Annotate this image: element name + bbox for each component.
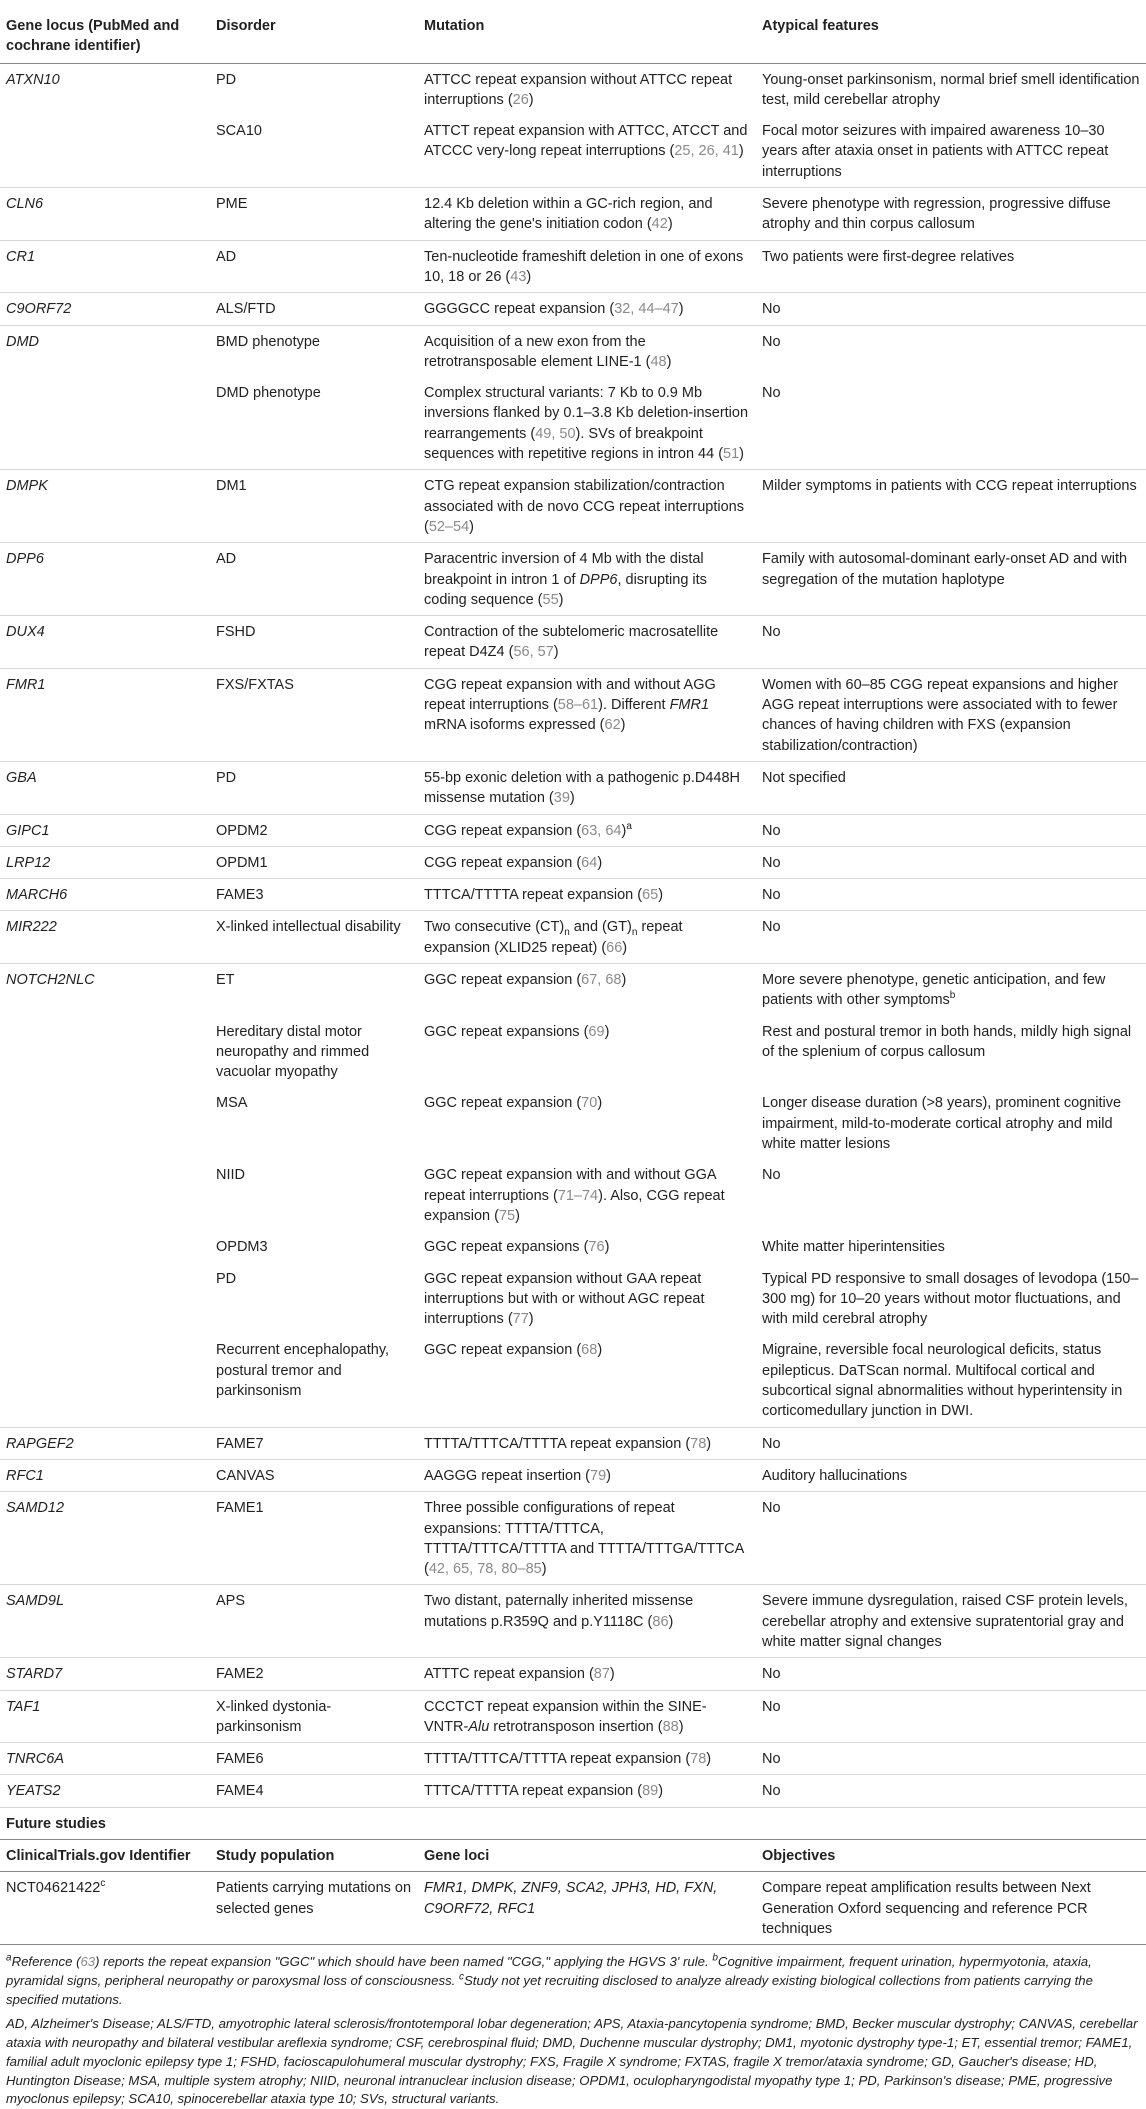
cell-atypical: No: [756, 911, 1146, 964]
cell-mutation: GGC repeat expansion without GAA repeat interruptions but with or without AGC repeat interruptions (77): [424, 1270, 705, 1328]
cell-atypical: Women with 60–85 CGG repeat expansions and higher AGG repeat interruptions were associated with to fewer chances of having children with FXS (expansion stabilization/contraction): [756, 668, 1146, 761]
cell-gene: DPP6: [0, 543, 210, 616]
cell-mutation: CCCTCT repeat expansion within the SINE-VNTR-Alu retrotransposon insertion (88): [418, 1690, 756, 1743]
genetic-variants-table: [0, 8, 1146, 1945]
cell-gene: C9ORF72: [0, 293, 210, 325]
table-row: [0, 1775, 1146, 1807]
cell-disorder: FXS/FXTAS: [210, 668, 418, 761]
cell-disorder: NIID: [216, 1167, 245, 1184]
cell-atypical: Longer disease duration (>8 years), prominent cognitive impairment, mild-to-moderate cortical atrophy and mild white matter lesions: [762, 1095, 1122, 1153]
table-row: [0, 814, 1146, 846]
table-row: [0, 1459, 1146, 1491]
cell-atypical: Migraine, reversible focal neurological deficits, status epilepticus. DaTScan normal. Multifocal cortical and subcortical signal abnormalities without hyperintensity in corticomedullary junction in DWI.: [756, 1334, 1146, 1427]
cell-mutation: Two consecutive $(CT)_n$ and $(GT)_n$ repeat expansion (XLID25 repeat) (66): [418, 911, 756, 964]
table-row: [0, 963, 1146, 1015]
cell-disorder: ALS/FTD: [210, 293, 418, 325]
cell-atypical: No: [756, 1743, 1146, 1775]
cell-disorder: Recurrent encephalopathy, postural tremor and parkinsonism: [210, 1334, 418, 1427]
header-disorder: Disorder: [210, 8, 418, 63]
cell-gene: CR1: [0, 240, 210, 293]
cell-mutation: Three possible configurations of repeat expansions: TTTTA/TTTCA, TTTTA/TTTCA/TTTTA and TTTTA/TTTGA/TTTCA (42, 65, 78, 80–85): [418, 1492, 756, 1585]
cell-disorder: FSHD: [210, 616, 418, 669]
cell-atypical: No: [756, 814, 1146, 846]
future-studies-section: [0, 1807, 1146, 1944]
future-header-id: ClinicalTrials.gov Identifier: [0, 1840, 210, 1872]
cell-mutation: Acquisition of a new exon from the retrotransposable element LINE-1 (48): [424, 333, 672, 370]
future-studies-title-row: [0, 1807, 1146, 1839]
cell-atypical: More severe phenotype, genetic anticipation, and few patients with other symptoms$^b$: [762, 971, 1106, 1009]
future-header-row: [0, 1840, 1146, 1872]
header-atypical: Atypical features: [756, 8, 1146, 63]
table-row: [0, 1263, 1146, 1335]
cell-gene: STARD7: [0, 1658, 210, 1690]
cell-mutation: GGC repeat expansion (67, 68): [424, 971, 627, 988]
cell-disorder: AD: [210, 240, 418, 293]
cell-gene: [0, 1016, 210, 1088]
future-row: [0, 1872, 1146, 1945]
table-row: [0, 240, 1146, 293]
table-row: [0, 293, 1146, 325]
footnote-abc: [6, 1953, 1140, 2009]
cell-mutation: GGC repeat expansion (70): [424, 1095, 603, 1112]
footnote-abbreviations: AD, Alzheimer's Disease; ALS/FTD, amyotrophic lateral sclerosis/frontotemporal lobar degeneration; APS, Ataxia-pancytopenia syndrome; BMD, Becker muscular dystrophy; CANVAS, cerebellar ataxia with neuropathy and bilateral vestibular areflexia syndrome; CSF, cerebrospinal fluid; DMD, Duchenne muscular dystrophy; DM1, myotonic dystrophy type-1; ET, essential tremor; FAME1, familial adult myoclonic epilepsy type 1; FSHD, facioscapulohumeral muscular dystrophy; FXS, Fragile X syndrome; FXTAS, fragile X tremor/ataxia syndrome; GD, Gaucher's disease; HD, Huntington Disease; MSA, multiple system atrophy; NIID, neuronal intranuclear inclusion disease; OPDM1, oculopharyngodistal myopathy type 1; PD, Parkinson's disease; PME, progressive myoclonus epilepsy; SCA10, spinocerebellar ataxia type 10; SVs, structural variants.: [6, 2016, 1138, 2107]
cell-gene: SAMD9L: [0, 1585, 210, 1658]
cell-mutation: TTTCA/TTTTA repeat expansion (89): [418, 1775, 756, 1807]
cell-gene: [0, 1231, 210, 1262]
cell-disorder: FAME1: [210, 1492, 418, 1585]
table-row: [0, 761, 1146, 814]
cell-atypical: No: [756, 377, 1146, 470]
cell-disorder: PD: [216, 71, 237, 88]
cell-disorder: DMD phenotype: [210, 377, 418, 470]
cell-atypical: Young-onset parkinsonism, normal brief smell identification test, mild cerebellar atrophy: [762, 71, 1140, 108]
cell-disorder: PD: [216, 1270, 237, 1287]
table-row: [0, 1016, 1146, 1088]
cell-mutation: ATTCT repeat expansion with ATTCC, ATCCT and ATCCC very-long repeat interruptions (25, 26, 41): [418, 115, 756, 187]
cell-atypical: Auditory hallucinations: [756, 1459, 1146, 1491]
cell-atypical: Severe immune dysregulation, raised CSF protein levels, cerebellar atrophy and extensive supratentorial gray and white matter signal changes: [756, 1585, 1146, 1658]
footnote-a: $^a$Reference (63) reports the repeat expansion "GGC" which should have been named "CGG," applying the HGVS 3' rule.: [6, 1952, 709, 1970]
cell-gene: YEATS2: [0, 1775, 210, 1807]
cell-gene: DMPK: [0, 470, 210, 543]
cell-disorder: FAME7: [210, 1427, 418, 1459]
cell-gene: [0, 115, 210, 187]
footnote-c: $^c$Study not yet recruiting disclosed to analyze already existing biological collections from patients carrying the specified mutations.: [6, 1971, 1093, 2007]
cell-atypical: No: [756, 1427, 1146, 1459]
table-row: [0, 1743, 1146, 1775]
future-loci: FMR1, DMPK, ZNF9, SCA2, JPH3, HD, FXN, C9ORF72, RFC1: [418, 1872, 756, 1945]
cell-atypical: No: [762, 1167, 781, 1184]
cell-gene: TAF1: [0, 1690, 210, 1743]
cell-atypical: No: [756, 846, 1146, 878]
table-row: [0, 1087, 1146, 1159]
cell-atypical: White matter hiperintensities: [762, 1239, 945, 1256]
cell-atypical: No: [756, 1775, 1146, 1807]
cell-atypical: No: [756, 1690, 1146, 1743]
cell-atypical: No: [756, 293, 1146, 325]
cell-atypical: No: [756, 1492, 1146, 1585]
cell-gene: RAPGEF2: [0, 1427, 210, 1459]
cell-gene: RFC1: [0, 1459, 210, 1491]
cell-mutation: ATTTC repeat expansion (87): [418, 1658, 756, 1690]
cell-disorder: ET: [216, 971, 235, 988]
cell-atypical: No: [756, 1658, 1146, 1690]
cell-atypical: Family with autosomal-dominant early-onset AD and with segregation of the mutation haplotype: [756, 543, 1146, 616]
future-header-loci: Gene loci: [418, 1840, 756, 1872]
cell-atypical: Two patients were first-degree relatives: [756, 240, 1146, 293]
cell-gene: [0, 1334, 210, 1427]
cell-gene: NOTCH2NLC: [6, 971, 95, 988]
cell-mutation: GGC repeat expansions (76): [424, 1239, 610, 1256]
header-mutation: Mutation: [418, 8, 756, 63]
cell-gene: GIPC1: [0, 814, 210, 846]
cell-disorder: MSA: [216, 1095, 248, 1112]
cell-disorder: FAME6: [210, 1743, 418, 1775]
cell-mutation: TTTTA/TTTCA/TTTTA repeat expansion (78): [418, 1427, 756, 1459]
cell-mutation: Ten-nucleotide frameshift deletion in one of exons 10, 18 or 26 (43): [418, 240, 756, 293]
table-footnotes: [0, 1945, 1146, 2109]
cell-mutation: GGGGCC repeat expansion (32, 44–47): [418, 293, 756, 325]
cell-disorder: CANVAS: [210, 1459, 418, 1491]
future-objectives: Compare repeat amplification results between Next Generation Oxford sequencing and reference PCR techniques: [756, 1872, 1146, 1945]
table-row: [0, 1585, 1146, 1658]
cell-mutation: ATTCC repeat expansion without ATTCC repeat interruptions (26): [424, 71, 733, 108]
future-studies-title: Future studies: [0, 1807, 1146, 1839]
cell-gene: MIR222: [0, 911, 210, 964]
future-header-population: Study population: [210, 1840, 418, 1872]
table-row: [0, 377, 1146, 470]
cell-atypical: Typical PD responsive to small dosages of levodopa (150–300 mg) for 10–20 years without motor fluctuations, and with mild cerebral atrophy: [762, 1270, 1139, 1328]
cell-disorder: X-linked intellectual disability: [210, 911, 418, 964]
table-row: [0, 911, 1146, 964]
future-id-text: NCT04621422$^c$: [6, 1878, 106, 1897]
cell-gene: MARCH6: [0, 879, 210, 911]
cell-mutation: AAGGG repeat insertion (79): [418, 1459, 756, 1491]
cell-atypical: Rest and postural tremor in both hands, mildly high signal of the splenium of corpus callosum: [762, 1023, 1132, 1060]
cell-gene: CLN6: [0, 188, 210, 241]
table-row: [0, 668, 1146, 761]
cell-mutation: Contraction of the subtelomeric macrosatellite repeat D4Z4 (56, 57): [418, 616, 756, 669]
cell-gene: [0, 377, 210, 470]
future-population: Patients carrying mutations on selected genes: [210, 1872, 418, 1945]
table-row: [0, 115, 1146, 187]
table-row: [0, 1427, 1146, 1459]
header-gene: Gene locus (PubMed and cochrane identifier): [0, 8, 210, 63]
cell-atypical: No: [756, 879, 1146, 911]
cell-mutation: GGC repeat expansion with and without GGA repeat interruptions (71–74). Also, CGG repeat expansion (75): [424, 1167, 725, 1224]
footnote-b: $^b$Cognitive impairment, frequent urination, hypermyotonia, ataxia, pyramidal signs, peripheral neuropathy or paroxysmal loss of consciousness.: [6, 1952, 1092, 1988]
cell-atypical: Milder symptoms in patients with CCG repeat interruptions: [756, 470, 1146, 543]
table-row: [0, 1492, 1146, 1585]
future-id: [0, 1872, 210, 1945]
cell-disorder: AD: [210, 543, 418, 616]
table-row: [0, 470, 1146, 543]
table-row: [0, 1231, 1146, 1262]
cell-mutation: TTTCA/TTTTA repeat expansion (65): [418, 879, 756, 911]
table-row: [0, 879, 1146, 911]
cell-gene: [0, 1263, 210, 1335]
future-header-objectives: Objectives: [756, 1840, 1146, 1872]
table-header-row: [0, 8, 1146, 63]
cell-atypical: Focal motor seizures with impaired awareness 10–30 years after ataxia onset in patients with ATTCC repeat interruptions: [756, 115, 1146, 187]
cell-mutation: Paracentric inversion of 4 Mb with the distal breakpoint in intron 1 of DPP6, disrupting its coding sequence (55): [418, 543, 756, 616]
table-row: [0, 543, 1146, 616]
cell-disorder: Hereditary distal motor neuropathy and rimmed vacuolar myopathy: [216, 1023, 370, 1081]
cell-disorder: FAME2: [210, 1658, 418, 1690]
cell-disorder: PME: [210, 188, 418, 241]
cell-disorder: PD: [210, 761, 418, 814]
cell-mutation: Two distant, paternally inherited missense mutations p.R359Q and p.Y1118C (86): [418, 1585, 756, 1658]
table-body: [0, 63, 1146, 1807]
cell-atypical: No: [762, 333, 781, 350]
cell-gene: [0, 1159, 210, 1231]
cell-gene: ATXN10: [6, 71, 60, 88]
cell-disorder: OPDM2: [210, 814, 418, 846]
cell-atypical: No: [756, 616, 1146, 669]
cell-mutation: GGC repeat expansion (68): [418, 1334, 756, 1427]
cell-gene: SAMD12: [0, 1492, 210, 1585]
cell-gene: LRP12: [0, 846, 210, 878]
cell-mutation: Complex structural variants: 7 Kb to 0.9 Mb inversions flanked by 0.1–3.8 Kb deletion-insertion rearrangements (49, 50). SVs of breakpoint sequences with repetitive regions in intron 44 (51): [418, 377, 756, 470]
cell-disorder: FAME3: [210, 879, 418, 911]
cell-disorder: DM1: [210, 470, 418, 543]
table-row: [0, 188, 1146, 241]
cell-gene: DUX4: [0, 616, 210, 669]
table-row: [0, 846, 1146, 878]
cell-mutation: CGG repeat expansion with and without AGG repeat interruptions (58–61). Different FMR1 mRNA isoforms expressed (62): [418, 668, 756, 761]
table-row: [0, 1159, 1146, 1231]
cell-disorder: SCA10: [210, 115, 418, 187]
cell-gene: TNRC6A: [0, 1743, 210, 1775]
table-row: [0, 325, 1146, 377]
cell-mutation: GGC repeat expansions (69): [424, 1023, 610, 1040]
cell-atypical: Severe phenotype with regression, progressive diffuse atrophy and thin corpus callosum: [756, 188, 1146, 241]
cell-mutation: CTG repeat expansion stabilization/contraction associated with de novo CCG repeat interruptions (52–54): [418, 470, 756, 543]
cell-gene: GBA: [0, 761, 210, 814]
cell-disorder: FAME4: [210, 1775, 418, 1807]
cell-disorder: OPDM3: [216, 1239, 268, 1256]
table-row: [0, 616, 1146, 669]
table-row: [0, 1334, 1146, 1427]
cell-mutation: 55-bp exonic deletion with a pathogenic p.D448H missense mutation (39): [418, 761, 756, 814]
cell-disorder: X-linked dystonia-parkinsonism: [210, 1690, 418, 1743]
table-row: [0, 1690, 1146, 1743]
table-row: [0, 63, 1146, 115]
cell-disorder: BMD phenotype: [216, 333, 320, 350]
cell-gene: DMD: [6, 333, 40, 350]
cell-mutation: 12.4 Kb deletion within a GC-rich region, and altering the gene's initiation codon (42): [418, 188, 756, 241]
cell-atypical: Not specified: [756, 761, 1146, 814]
table-row: [0, 1658, 1146, 1690]
cell-disorder: OPDM1: [210, 846, 418, 878]
cell-mutation: CGG repeat expansion (63, 64)$^a$: [418, 814, 756, 846]
cell-gene: [0, 1087, 210, 1159]
cell-mutation: CGG repeat expansion (64): [418, 846, 756, 878]
cell-disorder: APS: [210, 1585, 418, 1658]
cell-gene: FMR1: [0, 668, 210, 761]
cell-mutation: TTTTA/TTTCA/TTTTA repeat expansion (78): [418, 1743, 756, 1775]
